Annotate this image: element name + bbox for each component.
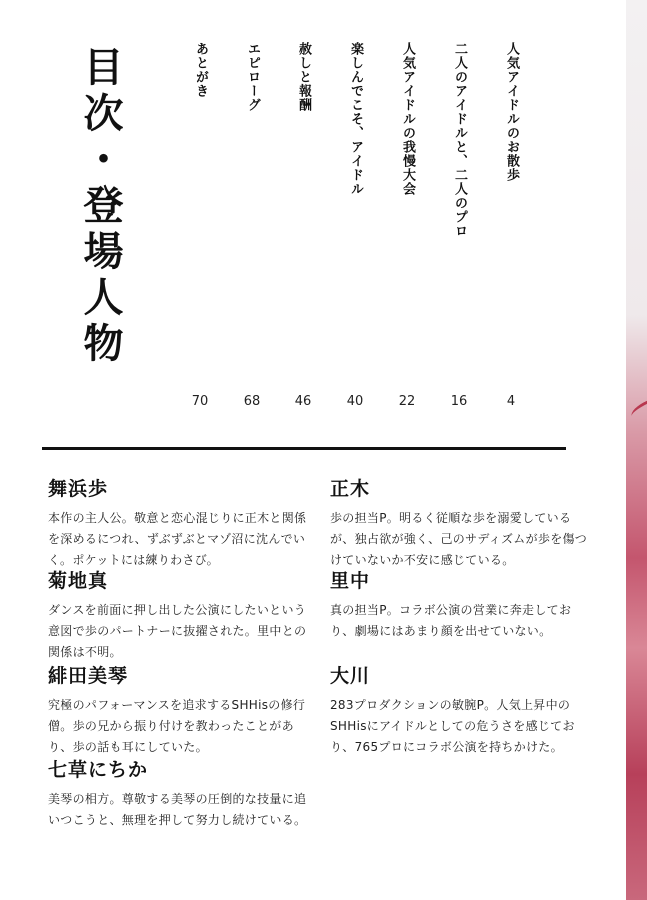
character-entry [48, 476, 308, 571]
character-name: 大川 [330, 665, 371, 687]
toc-entry-page: 40 [346, 394, 364, 409]
toc-title: 目次・登場人物 [77, 46, 123, 368]
character-entry [48, 757, 308, 831]
character-desc: 歩の担当P。明るく従順な歩を溺愛しているが、独占欲が強く、己のサディズムが歩を傷つけていないか不安に感じている。 [330, 511, 588, 567]
character-entry [330, 663, 590, 758]
section-divider [42, 447, 566, 450]
character-desc: 283プロダクションの敏腕P。人気上昇中のSHHisにアイドルとしての危うさを感じており、765プロにコラボ公演を持ちかけた。 [330, 698, 575, 754]
toc-entry-title[interactable]: 人気アイドルの我慢大会 [400, 42, 415, 196]
toc-entry-page: 22 [398, 394, 416, 409]
character-name: 舞浜歩 [48, 478, 109, 500]
character-name: 里中 [330, 570, 371, 592]
cover-art-edge [626, 0, 647, 900]
character-entry [330, 568, 590, 642]
toc-entry-page: 16 [450, 394, 468, 409]
toc-entry-page: 70 [191, 394, 209, 409]
toc-entry-title[interactable]: 二人のアイドルと、二人のプロ [452, 42, 467, 238]
toc-entry-page: 68 [243, 394, 261, 409]
character-desc: 究極のパフォーマンスを追求するSHHisの修行僧。歩の兄から振り付けを教わったことがあり、歩の話も耳にしていた。 [48, 698, 306, 754]
character-entry [48, 568, 308, 663]
toc-entry-title[interactable]: 楽しんでこそ、アイドル [348, 42, 363, 196]
toc-entry-title[interactable]: あとがき [193, 42, 208, 98]
character-name: 菊地真 [48, 570, 109, 592]
character-name: 七草にちか [48, 759, 149, 781]
toc-entry-title[interactable]: エピローグ [245, 42, 260, 112]
character-entry [330, 476, 590, 571]
character-desc: 本作の主人公。敬意と恋心混じりに正木と関係を深めるにつれ、ずぶずぶとマゾ沼に沈んでいく。ポケットには練りわさび。 [48, 511, 307, 567]
toc-entry-page: 4 [506, 394, 516, 409]
character-entry [48, 663, 308, 758]
toc-entry-page: 46 [294, 394, 312, 409]
character-name: 緋田美琴 [48, 665, 129, 687]
character-desc: 美琴の相方。尊敬する美琴の圧倒的な技量に追いつこうと、無理を押して努力し続けている。 [48, 792, 307, 827]
character-name: 正木 [330, 478, 371, 500]
character-desc: ダンスを前面に押し出した公演にしたいという意図で歩のパートナーに抜擢された。里中との関係は不明。 [48, 603, 307, 659]
toc-entry-title[interactable]: 人気アイドルのお散歩 [504, 42, 519, 182]
toc-entry-title[interactable]: 赦しと報酬 [296, 42, 311, 112]
character-desc: 真の担当P。コラボ公演の営業に奔走しており、劇場にはあまり顔を出せていない。 [330, 603, 572, 638]
